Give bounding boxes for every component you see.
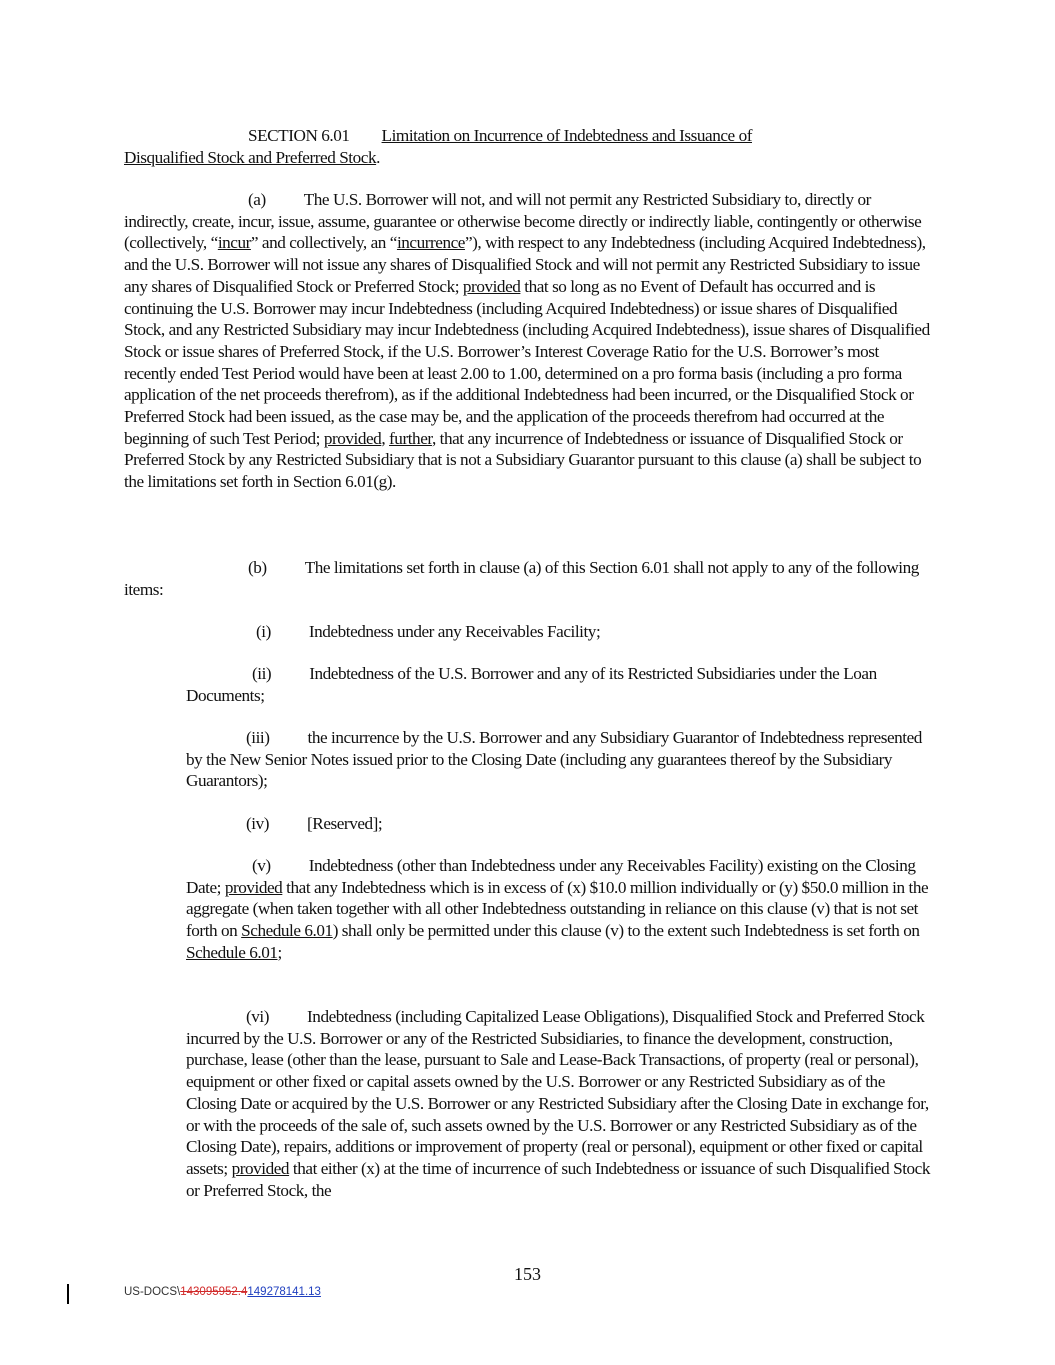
proviso-further: further	[389, 428, 432, 448]
proviso-provided: provided	[462, 276, 521, 296]
item-iii-label: (iii)	[246, 728, 270, 747]
item-v-provided: provided	[224, 877, 283, 897]
page-number: 153	[514, 1264, 541, 1284]
defined-term-incur: incur	[217, 233, 251, 253]
item-iv-text: [Reserved];	[307, 814, 383, 833]
item-iii-text: the incurrence by the U.S. Borrower and any Subsidiary Guarantor of Indebtedness represented by the New Senior Notes issued prior to the Closing Date (including any guarantees thereof by the Subsidiary Guarantors);	[186, 728, 922, 791]
section-title-line1: Limitation on Incurrence of Indebtedness and Issuance of	[381, 126, 752, 145]
item-i	[186, 621, 930, 643]
footer-inserted-id: 149278141.13	[247, 1286, 321, 1298]
footer-prefix: US-DOCS\	[124, 1286, 181, 1298]
item-iii	[186, 727, 930, 792]
clause-b-label: (b)	[248, 558, 267, 577]
section-title-end: .	[376, 147, 380, 167]
schedule-6-01-ref: Schedule 6.01	[241, 921, 333, 941]
clause-a-text-5: ,	[381, 428, 390, 448]
item-v-text-1: Indebtedness (other than Indebtedness under any Receivables Facility) existing on the Closing Date;	[186, 856, 916, 897]
item-ii-text: Indebtedness of the U.S. Borrower and any of its Restricted Subsidiaries under the Loan Documents;	[186, 664, 877, 705]
defined-term-incurrence: incurrence	[396, 233, 465, 253]
section-number: SECTION 6.01	[248, 126, 350, 145]
section-heading	[124, 125, 930, 168]
clause-b	[124, 557, 930, 600]
item-iv-label: (iv)	[246, 814, 270, 833]
item-v-label: (v)	[252, 856, 271, 875]
item-ii-label: (ii)	[252, 664, 272, 683]
clause-b-text: The limitations set forth in clause (a) of this Section 6.01 shall not apply to any of the following items:	[124, 558, 919, 599]
document-id-footer	[124, 1286, 321, 1298]
clause-a	[124, 189, 930, 493]
clause-a-label: (a)	[248, 190, 266, 209]
clause-a-text-6: , that any incurrence of Indebtedness or issuance of Disqualified Stock or Preferred Stock by any Restricted Subsidiary that is not a Subsidiary Guarantor pursuant to this clause (a) shall be subject to the limitations set forth in Section 6.01(g).	[124, 428, 922, 492]
clause-a-text-3: ”), with respect to any Indebtedness (including Acquired Indebtedness), and the U.S. Borrower will not issue any shares of Disqualified Stock and will not permit any Restricted Subsidiary to issue any shares of Disqualified Stock or Preferred Stock;	[124, 233, 926, 296]
footer-deleted-id: 143095952.4	[180, 1286, 248, 1298]
item-v-text-2: that any Indebtedness which is in excess of (x) $10.0 million individually or (y) $50.0 million in the aggregate (when taken together with all other Indebtedness outstanding in reliance on this clause (v) that is not set forth on	[186, 877, 929, 941]
item-v-text-3: ) shall only be permitted under this clause (v) to the extent such Indebtedness is set forth on	[332, 921, 920, 941]
item-ii	[186, 663, 930, 706]
item-iv	[186, 813, 930, 835]
item-v-text-4: ;	[277, 942, 282, 962]
clause-a-text-1: The U.S. Borrower will not, and will not permit any Restricted Subsidiary to, directly or indirectly, create, incur, issue, assume, guarantee or otherwise become directly or indirectly liable, contingently or otherwise (collectively, “	[124, 190, 922, 253]
schedule-6-01-ref-2: Schedule 6.01	[186, 942, 278, 962]
clause-a-text-2: ” and collectively, an “	[250, 233, 397, 253]
item-vi-label: (vi)	[246, 1007, 270, 1026]
proviso-provided-2: provided	[323, 428, 382, 448]
item-vi-provided: provided	[231, 1158, 290, 1178]
section-title-line2: Disqualified Stock and Preferred Stock	[124, 147, 377, 167]
clause-a-text-4: that so long as no Event of Default has occurred and is continuing the U.S. Borrower may incur Indebtedness (including Acquired Indebtedness) or issue shares of Disqualified Stock, and any Restricted Subsidiary may incur Indebtedness (including Acquired Indebtedness), issue shares of Disqualified Stock or issue shares of Preferred Stock, if the U.S. Borrower’s Interest Coverage Ratio for the U.S. Borrower’s most recently ended Test Period would have been at least 2.00 to 1.00, determined on a pro forma basis (including a pro forma application of the net proceeds therefrom), as if the additional Indebtedness had been incurred, or the Disqualified Stock or Preferred Stock had been issued, as the case may be, and the application of the proceeds therefrom had occurred at the beginning of such Test Period;	[124, 276, 930, 448]
change-bar	[67, 1284, 69, 1304]
item-i-text: Indebtedness under any Receivables Facility;	[308, 622, 601, 641]
item-vi-text-1: Indebtedness (including Capitalized Lease Obligations), Disqualified Stock and Preferred Stock incurred by the U.S. Borrower or any of the Restricted Subsidiaries, to finance the development, construction, purchase, lease (other than the lease, pursuant to Sale and Lease-Back Transactions, of property (real or personal), equipment or other fixed or capital assets owned by the U.S. Borrower or any Restricted Subsidiary as of the Closing Date or acquired by the U.S. Borrower or any Restricted Subsidiary after the Closing Date in exchange for, or with the proceeds of the sale of, such assets owned by the U.S. Borrower or any Restricted Subsidiary as of the Closing Date), repairs, additions or improvement of property (real or personal), equipment or other fixed or capital assets;	[186, 1007, 929, 1178]
item-v	[186, 855, 930, 964]
item-vi-text-2: that either (x) at the time of incurrence of such Indebtedness or issuance of such Disqualified Stock or Preferred Stock, the	[186, 1158, 930, 1200]
item-vi	[186, 1006, 930, 1201]
item-i-label: (i)	[256, 622, 271, 641]
